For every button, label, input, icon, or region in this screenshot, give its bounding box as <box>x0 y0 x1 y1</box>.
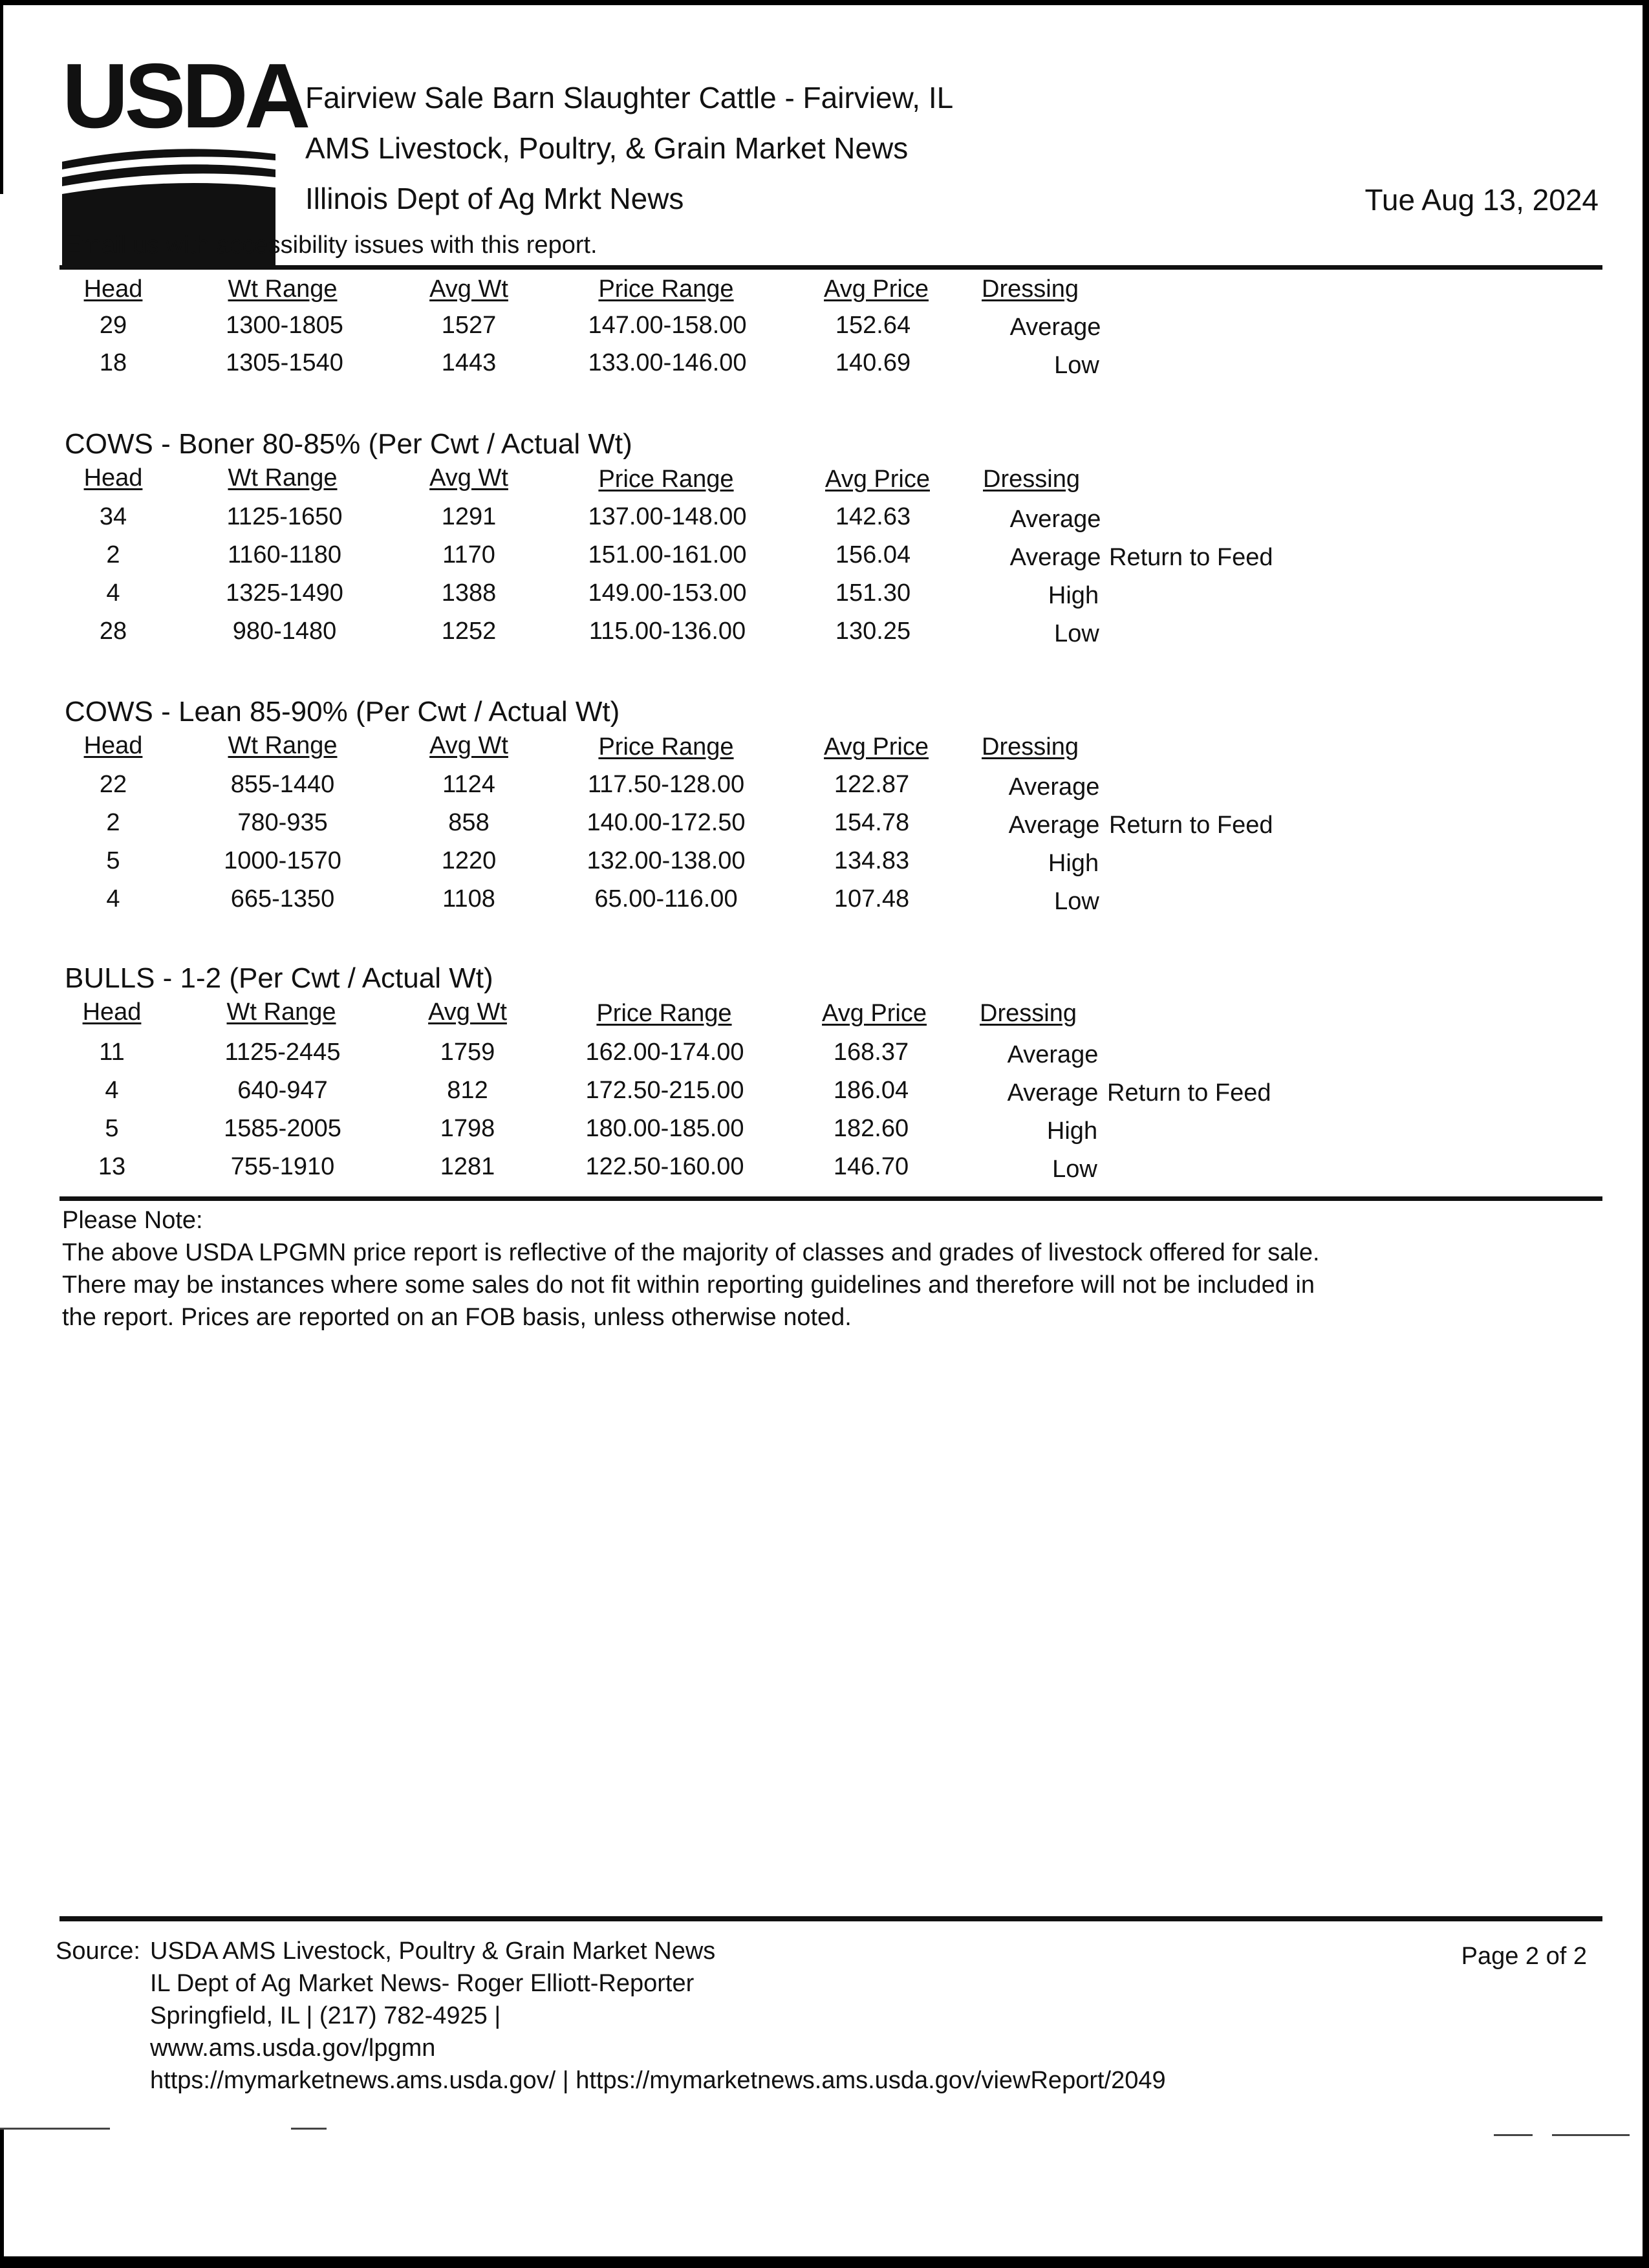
cell-wt-range: 1585-2005 <box>224 1115 341 1142</box>
cell-dressing: Average <box>1007 1041 1099 1068</box>
cell-avg-price: 142.63 <box>835 503 911 530</box>
cell-head: 4 <box>106 579 120 607</box>
cell-avg-wt: 1170 <box>442 541 495 568</box>
footer-rule <box>59 1916 1602 1921</box>
cell-avg-price: 140.69 <box>835 349 911 376</box>
section-title: BULLS - 1-2 (Per Cwt / Actual Wt) <box>65 962 493 994</box>
cell-price-range: 151.00-161.00 <box>588 541 747 568</box>
cell-dressing-note: Return to Feed <box>1107 1079 1271 1107</box>
cell-wt-range: 1160-1180 <box>227 541 342 568</box>
cell-avg-wt: 1527 <box>441 312 497 339</box>
note-heading: Please Note: <box>62 1207 203 1234</box>
col-head: Head <box>83 732 143 759</box>
cell-head: 2 <box>106 541 120 568</box>
cell-avg-wt: 1108 <box>442 885 495 913</box>
section-title: COWS - Boner 80-85% (Per Cwt / Actual Wt) <box>65 428 632 460</box>
cell-head: 28 <box>99 618 127 645</box>
cell-wt-range: 640-947 <box>237 1077 328 1104</box>
col-head: Head <box>83 275 143 303</box>
cell-price-range: 162.00-174.00 <box>585 1039 744 1066</box>
cell-price-range: 137.00-148.00 <box>588 503 747 530</box>
col-avg-price: Avg Price <box>822 1000 927 1027</box>
col-avg-wt: Avg Wt <box>429 732 508 759</box>
cell-wt-range: 980-1480 <box>232 618 337 645</box>
cell-price-range: 115.00-136.00 <box>588 618 746 645</box>
col-wt-range: Wt Range <box>228 732 338 759</box>
cell-avg-wt: 1252 <box>441 618 497 645</box>
cell-avg-price: 146.70 <box>833 1153 909 1180</box>
cell-avg-price: 168.37 <box>833 1039 909 1066</box>
cell-head: 29 <box>99 312 127 339</box>
col-dressing: Dressing <box>982 733 1079 761</box>
col-price-range: Price Range <box>598 275 734 303</box>
cell-head: 22 <box>99 771 127 798</box>
col-dressing: Dressing <box>980 1000 1077 1027</box>
cell-head: 13 <box>98 1153 126 1180</box>
cell-wt-range: 665-1350 <box>230 885 335 913</box>
cell-wt-range: 780-935 <box>237 809 328 836</box>
cell-head: 11 <box>99 1039 125 1066</box>
report-office: Illinois Dept of Ag Mrkt News <box>305 182 684 215</box>
source-label: Source: <box>56 1938 140 1965</box>
cell-price-range: 122.50-160.00 <box>585 1153 744 1180</box>
cell-avg-wt: 1281 <box>440 1153 495 1180</box>
cell-wt-range: 1300-1805 <box>226 312 343 339</box>
cell-avg-price: 156.04 <box>835 541 911 568</box>
col-avg-wt: Avg Wt <box>429 275 508 303</box>
col-avg-price: Avg Price <box>824 733 929 761</box>
cell-head: 4 <box>106 885 120 913</box>
cell-avg-price: 107.48 <box>834 885 910 913</box>
cell-dressing: Low <box>1054 888 1099 915</box>
note-line: the report. Prices are reported on an FOB basis, unless otherwise noted. <box>62 1304 852 1331</box>
cell-dressing: High <box>1046 1118 1098 1145</box>
source-website-link[interactable]: www.ams.usda.gov/lpgmn <box>150 2035 436 2062</box>
cell-avg-price: 151.30 <box>835 579 911 607</box>
scan-border-top <box>0 0 1649 5</box>
col-price-range: Price Range <box>598 466 734 493</box>
cell-wt-range: 755-1910 <box>230 1153 335 1180</box>
scan-border-bottom <box>0 2256 1649 2268</box>
cell-price-range: 65.00-116.00 <box>594 885 738 913</box>
col-price-range: Price Range <box>596 1000 732 1027</box>
cell-price-range: 180.00-185.00 <box>585 1115 744 1142</box>
source-line: IL Dept of Ag Market News- Roger Elliott-Reporter <box>150 1970 695 1997</box>
scan-artifact <box>1494 2134 1533 2136</box>
col-avg-price: Avg Price <box>824 275 929 303</box>
cell-avg-wt: 1220 <box>441 847 497 874</box>
col-wt-range: Wt Range <box>228 464 338 491</box>
cell-head: 34 <box>99 503 127 530</box>
cell-dressing: Average <box>1009 506 1101 533</box>
cell-wt-range: 1325-1490 <box>226 579 343 607</box>
section-title: COWS - Lean 85-90% (Per Cwt / Actual Wt) <box>65 696 620 728</box>
cell-head: 5 <box>105 1115 119 1142</box>
cell-dressing: High <box>1048 582 1099 609</box>
col-head: Head <box>82 999 142 1026</box>
cell-dressing: Average <box>1009 314 1101 341</box>
usda-logo-text: USDA <box>62 45 307 147</box>
cell-wt-range: 1125-2445 <box>224 1039 341 1066</box>
cell-dressing: Low <box>1052 1156 1097 1183</box>
note-line: The above USDA LPGMN price report is reflective of the majority of classes and grades of livestock offered for sale. <box>62 1239 1320 1266</box>
cell-avg-wt: 1291 <box>441 503 497 530</box>
source-contact: Springfield, IL | (217) 782-4925 | <box>150 2002 501 2029</box>
report-agency: AMS Livestock, Poultry, & Grain Market News <box>305 131 909 165</box>
cell-price-range: 172.50-215.00 <box>585 1077 744 1104</box>
cell-avg-wt: 1798 <box>440 1115 495 1142</box>
cell-avg-price: 154.78 <box>834 809 910 836</box>
accessibility-note: Email us with accessibility issues with this report. <box>65 232 598 259</box>
header-rule <box>59 265 1602 270</box>
cell-head: 4 <box>105 1077 119 1104</box>
col-dressing: Dressing <box>983 466 1080 493</box>
cell-avg-wt: 1388 <box>441 579 497 607</box>
cell-head: 5 <box>106 847 120 874</box>
cell-dressing: Low <box>1054 620 1099 647</box>
cell-price-range: 117.50-128.00 <box>587 771 745 798</box>
scan-border-left-top <box>0 0 3 194</box>
cell-dressing: High <box>1048 850 1099 877</box>
cell-price-range: 132.00-138.00 <box>587 847 746 874</box>
source-line: USDA AMS Livestock, Poultry & Grain Market News <box>150 1938 716 1965</box>
usda-logo <box>62 45 307 210</box>
cell-wt-range: 1305-1540 <box>226 349 343 376</box>
scan-border-right <box>1643 0 1649 2268</box>
col-avg-wt: Avg Wt <box>429 464 508 491</box>
cell-wt-range: 855-1440 <box>230 771 335 798</box>
report-date: Tue Aug 13, 2024 <box>1364 183 1599 217</box>
note-line: There may be instances where some sales do not fit within reporting guidelines and therefore will not be included in <box>62 1271 1315 1299</box>
scan-artifact <box>291 2128 327 2130</box>
cell-avg-wt: 812 <box>447 1077 488 1104</box>
cell-wt-range: 1125-1650 <box>226 503 343 530</box>
cell-head: 18 <box>99 349 127 376</box>
source-report-links[interactable]: https://mymarketnews.ams.usda.gov/ | https://mymarketnews.ams.usda.gov/viewReport/2049 <box>150 2067 1166 2094</box>
cell-avg-price: 186.04 <box>833 1077 909 1104</box>
page-number: Page 2 of 2 <box>1461 1943 1587 1970</box>
cell-price-range: 140.00-172.50 <box>587 809 746 836</box>
cell-avg-price: 152.64 <box>835 312 911 339</box>
cell-price-range: 133.00-146.00 <box>588 349 747 376</box>
table-end-rule <box>59 1196 1602 1201</box>
col-avg-wt: Avg Wt <box>428 999 507 1026</box>
report-title: Fairview Sale Barn Slaughter Cattle - Fairview, IL <box>305 81 954 114</box>
col-price-range: Price Range <box>598 733 734 761</box>
scan-border-left-bottom <box>0 2128 4 2268</box>
cell-avg-price: 130.25 <box>835 618 911 645</box>
cell-price-range: 149.00-153.00 <box>588 579 747 607</box>
cell-dressing-note: Return to Feed <box>1109 812 1273 839</box>
cell-avg-wt: 1443 <box>441 349 497 376</box>
col-wt-range: Wt Range <box>226 999 336 1026</box>
cell-dressing: Average <box>1007 1079 1099 1107</box>
col-avg-price: Avg Price <box>825 466 930 493</box>
col-dressing: Dressing <box>982 275 1079 303</box>
cell-avg-wt: 1124 <box>442 771 495 798</box>
cell-dressing: Average <box>1008 812 1100 839</box>
scan-artifact <box>0 2128 110 2130</box>
cell-avg-price: 134.83 <box>834 847 910 874</box>
cell-dressing: Average <box>1009 544 1101 571</box>
cell-wt-range: 1000-1570 <box>224 847 341 874</box>
scan-artifact <box>1552 2134 1630 2136</box>
cell-avg-wt: 1759 <box>440 1039 495 1066</box>
cell-avg-price: 122.87 <box>834 771 910 798</box>
col-head: Head <box>83 464 143 491</box>
cell-dressing: Average <box>1008 773 1100 801</box>
cell-price-range: 147.00-158.00 <box>588 312 747 339</box>
cell-dressing-note: Return to Feed <box>1109 544 1273 571</box>
cell-dressing: Low <box>1054 352 1099 379</box>
cell-avg-wt: 858 <box>448 809 490 836</box>
cell-avg-price: 182.60 <box>833 1115 909 1142</box>
col-wt-range: Wt Range <box>228 275 338 303</box>
cell-head: 2 <box>106 809 120 836</box>
